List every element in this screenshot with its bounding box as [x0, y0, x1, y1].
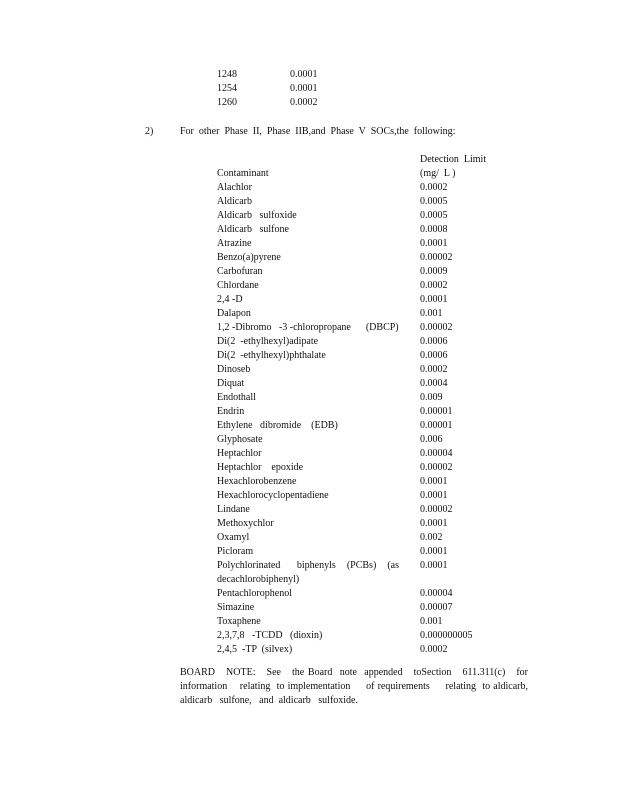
table-row-contaminant: Glyphosate	[217, 434, 263, 445]
table-row-limit: 0.009	[420, 392, 443, 403]
board-note: BOARD NOTE: See the Board note appended toSection 611.311(c) for information relating to implementation of requirements relating to aldicarb, aldicarb sulfone, and aldicarb sulfoxide.	[180, 667, 536, 706]
table-row-limit: 0.0002	[420, 364, 448, 375]
table-row-contaminant: Diquat	[217, 378, 245, 389]
table-row-contaminant: Benzo(a)pyrene	[217, 252, 281, 263]
table-row-limit: 0.00004	[420, 448, 453, 459]
table-row-contaminant: Chlordane	[217, 280, 259, 291]
table-row-limit: 0.00001	[420, 406, 453, 417]
table-row-limit: 0.006	[420, 434, 443, 445]
table-row-limit: 0.0002	[420, 280, 448, 291]
table-row-contaminant: Carbofuran	[217, 266, 263, 277]
table-row-limit: 0.0009	[420, 266, 448, 277]
item-number: 2)	[145, 126, 154, 137]
table-row-limit: 0.0001	[420, 546, 448, 557]
table-row-contaminant: Aldicarb sulfoxide	[217, 210, 297, 221]
table-row-contaminant: Dinoseb	[217, 364, 251, 375]
table-row-limit: 0.0001	[420, 560, 448, 571]
table-row-contaminant: Methoxychlor	[217, 518, 274, 529]
table-row-contaminant: Endrin	[217, 406, 245, 417]
table-row-contaminant: Hexachlorocyclopentadiene	[217, 490, 329, 501]
table-row-contaminant: Heptachlor	[217, 448, 262, 459]
table-row-contaminant: Polychlorinated biphenyls (PCBs) (as decachlorobiphenyl)	[217, 560, 402, 585]
table-row-limit: 0.002	[420, 532, 443, 543]
table-row-contaminant: Toxaphene	[217, 616, 261, 627]
table-row-limit: 0.00004	[420, 588, 453, 599]
table-row-limit: 0.00007	[420, 602, 453, 613]
table-row-contaminant: Hexachlorobenzene	[217, 476, 297, 487]
header-detection-limit: Detection Limit	[420, 154, 487, 165]
code-1248: 1248	[217, 69, 237, 80]
table-row-limit: 0.0001	[420, 518, 448, 529]
table-row-limit: 0.0002	[420, 182, 448, 193]
table-row-contaminant: Pentachlorophenol	[217, 588, 292, 599]
table-row-limit: 0.0006	[420, 336, 448, 347]
header-units: (mg/ L )	[420, 168, 456, 179]
table-row-limit: 0.000000005	[420, 630, 473, 641]
table-row-limit: 0.0006	[420, 350, 448, 361]
item-intro: For other Phase II, Phase IIB,and Phase V SOCs,the following:	[180, 126, 456, 137]
table-row-limit: 0.0001	[420, 476, 448, 487]
table-row-contaminant: Picloram	[217, 546, 254, 557]
table-row-contaminant: Endothall	[217, 392, 256, 403]
table-row-contaminant: Di(2 -ethylhexyl)phthalate	[217, 350, 326, 361]
table-row-limit: 0.0001	[420, 294, 448, 305]
header-contaminant: Contaminant	[217, 168, 269, 179]
table-row-contaminant: 1,2 -Dibromo -3 -chloropropane (DBCP)	[217, 322, 399, 333]
table-row-limit: 0.00002	[420, 462, 453, 473]
table-row-limit: 0.00002	[420, 504, 453, 515]
table-row-limit: 0.00002	[420, 252, 453, 263]
table-row-contaminant: Simazine	[217, 602, 255, 613]
table-row-contaminant: Aldicarb sulfone	[217, 224, 289, 235]
table-row-contaminant: Atrazine	[217, 238, 252, 249]
table-row-limit: 0.0004	[420, 378, 448, 389]
value-1260: 0.0002	[290, 97, 318, 108]
table-row-contaminant: Di(2 -ethylhexyl)adipate	[217, 336, 319, 347]
table-row-limit: 0.0001	[420, 490, 448, 501]
table-row-limit: 0.001	[420, 308, 443, 319]
table-row-limit: 0.00001	[420, 420, 453, 431]
table-row-contaminant: Dalapon	[217, 308, 251, 319]
table-row-contaminant: Oxamyl	[217, 532, 250, 543]
table-row-limit: 0.0001	[420, 238, 448, 249]
code-1254: 1254	[217, 83, 237, 94]
value-1254: 0.0001	[290, 83, 318, 94]
table-row-contaminant: Aldicarb	[217, 196, 252, 207]
table-row-contaminant: 2,3,7,8 -TCDD (dioxin)	[217, 630, 323, 641]
table-row-contaminant: Ethylene dibromide (EDB)	[217, 420, 338, 431]
table-row-limit: 0.00002	[420, 322, 453, 333]
table-row-contaminant: 2,4,5 -TP (silvex)	[217, 644, 293, 655]
table-row-limit: 0.001	[420, 616, 443, 627]
table-row-contaminant: Alachlor	[217, 182, 252, 193]
table-row-contaminant: Lindane	[217, 504, 250, 515]
table-row-contaminant: Heptachlor epoxide	[217, 462, 304, 473]
code-1260: 1260	[217, 97, 237, 108]
table-row-limit: 0.0002	[420, 644, 448, 655]
table-row-limit: 0.0008	[420, 224, 448, 235]
value-1248: 0.0001	[290, 69, 318, 80]
table-row-contaminant: 2,4 -D	[217, 294, 243, 305]
table-row-limit: 0.0005	[420, 210, 448, 221]
table-row-limit: 0.0005	[420, 196, 448, 207]
